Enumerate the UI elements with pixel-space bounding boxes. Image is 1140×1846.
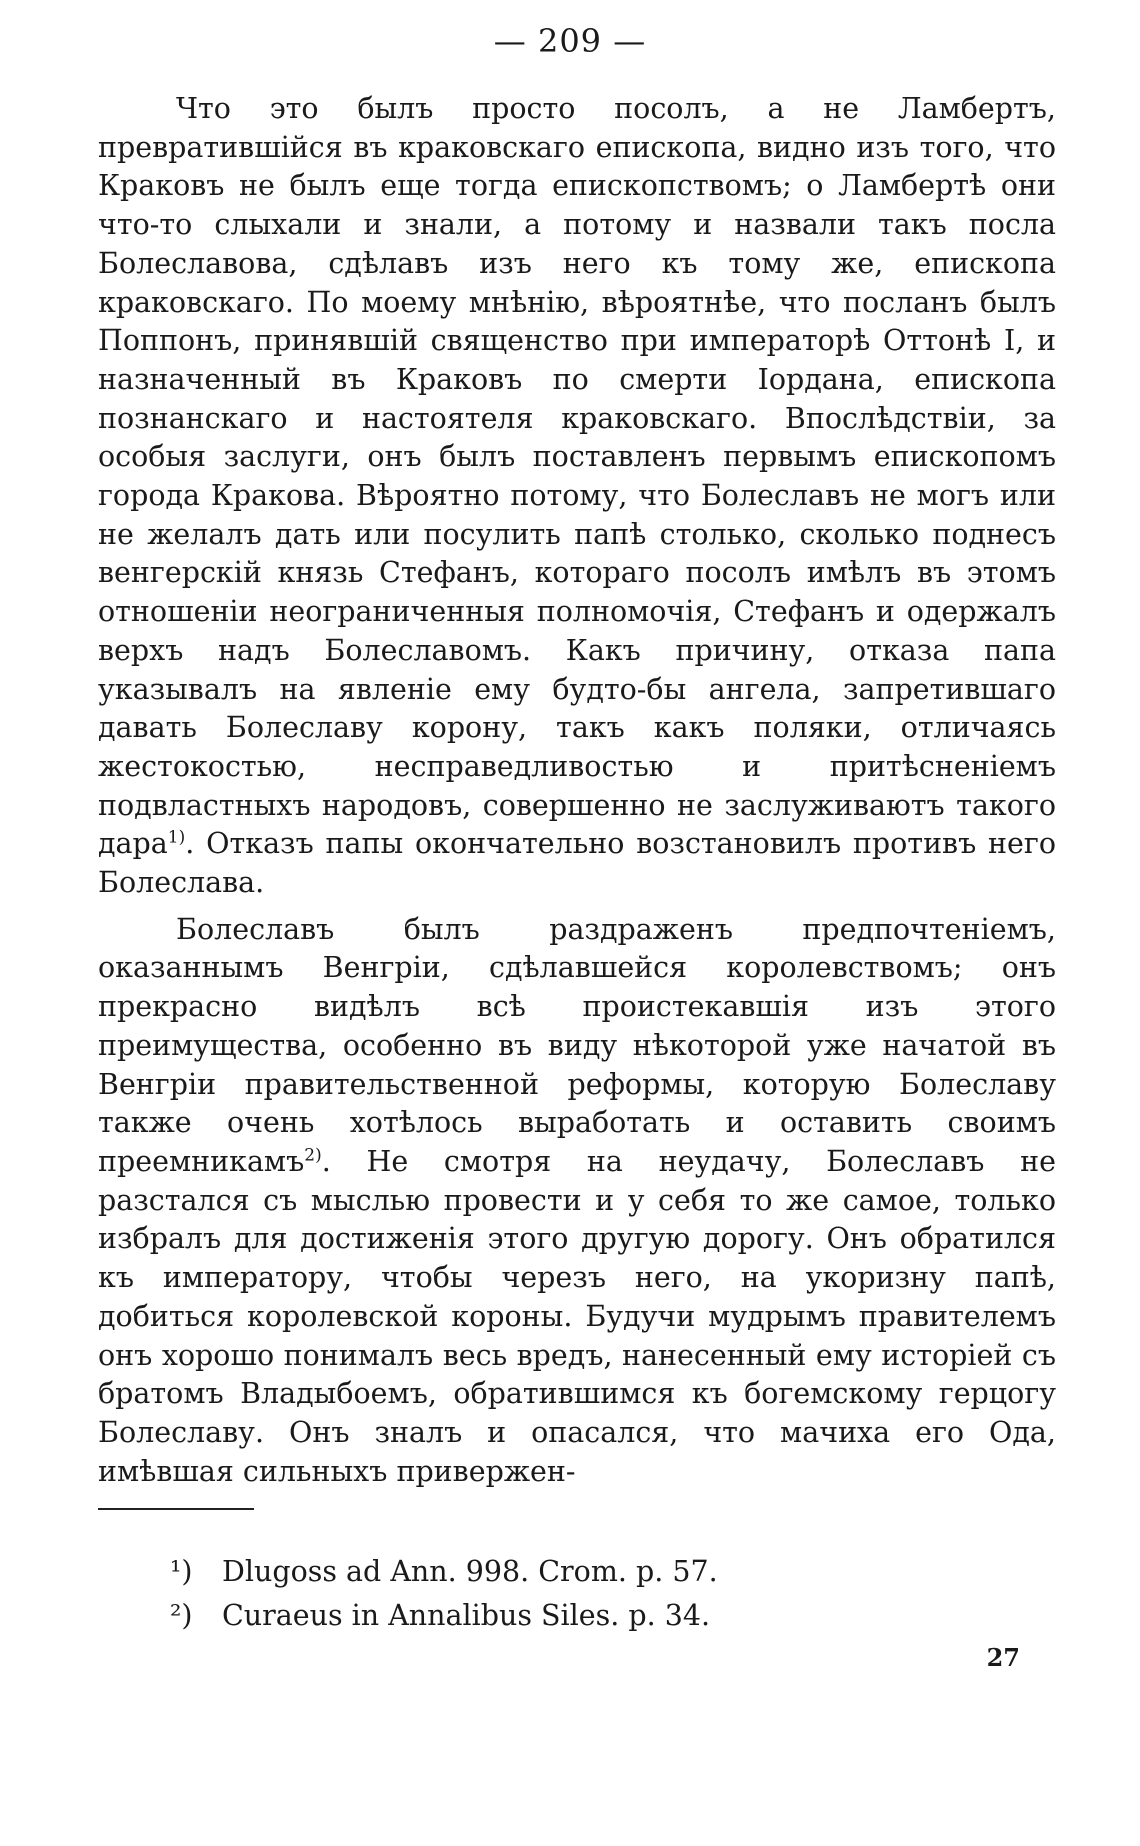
paragraph-text-continued: . Отказъ папы окончательно возстановилъ противъ него Болеслава. — [98, 827, 1056, 900]
footnote-reference: 2) — [304, 1145, 322, 1166]
paragraph-text-continued: . Не смотря на неудачу, Болеславъ не разстался съ мыслью провести и у себя то же самое, только избралъ для достиженія этого другую дорогу. Онъ обратился къ императору, чтобы черезъ него, на укоризну папѣ, добиться королевской короны. Будучи мудрымъ правителемъ онъ хорошо понималъ весь вредъ, нанесенный ему исторіей съ братомъ Владыбоемъ, обратившимся къ богемскому герцогу Болеславу. Онъ зналъ и опасался, что мачиха его Ода, имѣвшая сильныхъ привержен- — [98, 1144, 1056, 1488]
footnote-separator — [98, 1508, 254, 1510]
footnote-mark: ²) — [170, 1599, 193, 1632]
page-number-header: — 209 — — [493, 22, 647, 60]
footnote — [170, 1594, 1030, 1638]
footnote-reference: 1) — [167, 827, 186, 848]
paragraph — [98, 911, 1056, 1492]
footnote — [170, 1550, 1030, 1594]
paragraph-text: Болеславъ былъ раздраженъ предпочтеніемъ, оказаннымъ Венгріи, сдѣлавшейся королевствомъ; онъ прекрасно видѣлъ всѣ проистекавшія изъ этого преимущества, особенно въ виду нѣкоторой уже начатой въ Венгріи правительственной реформы, которую Болеславу также очень хотѣлось выработать и оставить своимъ преемникамъ — [98, 912, 1056, 1178]
footnote-mark: ¹) — [170, 1555, 193, 1588]
paragraph-text: Что это былъ просто посолъ, а не Ламбертъ, превратившійся въ краковскаго епископа, видно изъ того, что Краковъ не былъ еще тогда епископствомъ; о Ламбертѣ они что-то слыхали и знали, а потому и назвали такъ посла Болеславова, сдѣлавъ изъ него къ тому же, епископа краковскаго. По моему мнѣнію, вѣроятнѣе, что посланъ былъ Поппонъ, принявшій священство при императорѣ Оттонѣ I, и назначенный въ Краковъ по смерти Іордана, епископа познанскаго и настоятеля краковскаго. Впослѣдствіи, за особыя заслуги, онъ былъ поставленъ первымъ епископомъ города Кракова. Вѣроятно потому, что Болеславъ не могъ или не желалъ дать или посулить папѣ столько, сколько поднесъ венгерскій князь Стефанъ, котораго посолъ имѣлъ въ этомъ отношеніи неограниченныя полномочія, Стефанъ и одержалъ верхъ надъ Болеславомъ. Какъ причину, отказа папа указывалъ на явленіе ему будто-бы ангела, запретившаго давать Болеславу корону, такъ какъ поляки, отличаясь жестокостью, несправедливостью и притѣсненіемъ подвластныхъ народовъ, совершенно не заслуживаютъ такого дара — [98, 92, 1056, 861]
paragraph — [98, 90, 1056, 903]
footnotes — [170, 1550, 1030, 1638]
footnote-text: Curaeus in Annalibus Siles. p. 34. — [222, 1599, 711, 1632]
signature-mark: 27 — [986, 1643, 1020, 1672]
main-text — [98, 90, 1056, 1491]
footnote-text: Dlugoss ad Ann. 998. Crom. p. 57. — [222, 1555, 718, 1588]
